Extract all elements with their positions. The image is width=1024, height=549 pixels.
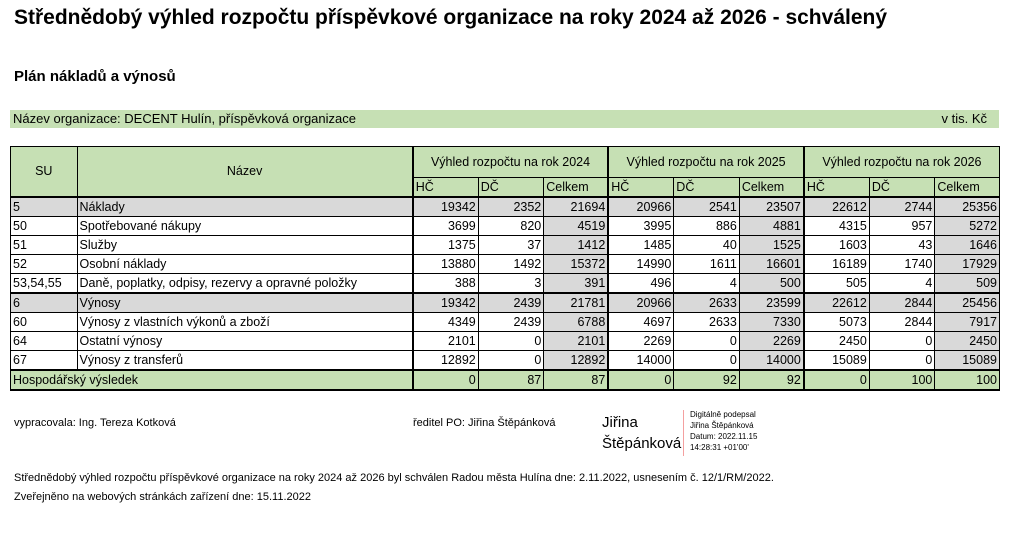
cell-value: 13880 <box>413 255 479 274</box>
cell-value: 21781 <box>544 293 609 313</box>
director: ředitel PO: Jiřina Štěpánková <box>413 417 556 429</box>
digital-signature-details <box>690 409 757 453</box>
header-year-2024: Výhled rozpočtu na rok 2024 <box>413 147 609 178</box>
cell-value: 2439 <box>478 313 544 332</box>
cell-value: 2744 <box>869 197 935 217</box>
organization-name: Název organizace: DECENT Hulín, příspěvková organizace <box>13 111 356 126</box>
digital-signature-name <box>602 412 681 454</box>
cell-value: 1611 <box>674 255 740 274</box>
cell-value: 16601 <box>739 255 804 274</box>
cell-su: 67 <box>11 351 78 371</box>
table-row <box>11 293 1000 313</box>
signature-meta-line: Digitálně podepsal <box>690 410 756 419</box>
cell-value: 0 <box>608 370 674 390</box>
cell-value: 1646 <box>935 236 1000 255</box>
header-hc: HČ <box>608 178 674 198</box>
cell-value: 15372 <box>544 255 609 274</box>
header-row-years <box>11 147 1000 178</box>
cell-value: 19342 <box>413 197 479 217</box>
cell-value: 3699 <box>413 217 479 236</box>
cell-value: 1375 <box>413 236 479 255</box>
cell-value: 4881 <box>739 217 804 236</box>
cell-name: Výnosy <box>77 293 413 313</box>
cell-value: 2633 <box>674 313 740 332</box>
cell-value: 16189 <box>804 255 870 274</box>
cell-value: 1412 <box>544 236 609 255</box>
cell-value: 1740 <box>869 255 935 274</box>
cell-su: 50 <box>11 217 78 236</box>
cell-value: 820 <box>478 217 544 236</box>
cell-name: Osobní náklady <box>77 255 413 274</box>
cell-name: Daně, poplatky, odpisy, rezervy a opravné položky <box>77 274 413 294</box>
cell-value: 5073 <box>804 313 870 332</box>
header-total: Celkem <box>739 178 804 198</box>
cell-value: 22612 <box>804 197 870 217</box>
cell-name: Výnosy z transferů <box>77 351 413 371</box>
cell-value: 2450 <box>935 332 1000 351</box>
cell-value: 25356 <box>935 197 1000 217</box>
organization-bar <box>10 110 999 128</box>
table-row <box>11 313 1000 332</box>
cell-value: 15089 <box>804 351 870 371</box>
cell-value: 20966 <box>608 197 674 217</box>
cell-value: 0 <box>804 370 870 390</box>
cell-value: 14000 <box>608 351 674 371</box>
publication-note: Zveřejněno na webových stránkách zařízení dne: 15.11.2022 <box>14 491 311 503</box>
signature-last-name: Štěpánková <box>602 435 682 452</box>
cell-value: 0 <box>478 332 544 351</box>
cell-value: 0 <box>869 332 935 351</box>
cell-name: Výnosy z vlastních výkonů a zboží <box>77 313 413 332</box>
cell-value: 2269 <box>739 332 804 351</box>
table-row <box>11 274 1000 294</box>
table-row <box>11 351 1000 371</box>
cell-value: 100 <box>935 370 1000 390</box>
cell-name: Ostatní výnosy <box>77 332 413 351</box>
cell-value: 2439 <box>478 293 544 313</box>
result-label: Hospodářský výsledek <box>11 370 413 390</box>
cell-su: 53,54,55 <box>11 274 78 294</box>
cell-value: 21694 <box>544 197 609 217</box>
page-title: Střednědobý výhled rozpočtu příspěvkové organizace na roky 2024 až 2026 - schválený <box>14 6 888 29</box>
signature-first-name: Jiřina <box>602 414 638 431</box>
cell-value: 2633 <box>674 293 740 313</box>
cell-value: 505 <box>804 274 870 294</box>
cell-value: 12892 <box>413 351 479 371</box>
table-row <box>11 332 1000 351</box>
cell-value: 15089 <box>935 351 1000 371</box>
cell-value: 43 <box>869 236 935 255</box>
cell-value: 17929 <box>935 255 1000 274</box>
cell-value: 0 <box>478 351 544 371</box>
cell-value: 1603 <box>804 236 870 255</box>
unit-label: v tis. Kč <box>941 111 987 126</box>
header-total: Celkem <box>544 178 609 198</box>
cell-value: 19342 <box>413 293 479 313</box>
cell-value: 2101 <box>544 332 609 351</box>
cell-value: 100 <box>869 370 935 390</box>
header-year-2026: Výhled rozpočtu na rok 2026 <box>804 147 1000 178</box>
cell-value: 1492 <box>478 255 544 274</box>
signature-divider <box>683 410 684 456</box>
cell-value: 4519 <box>544 217 609 236</box>
cell-value: 500 <box>739 274 804 294</box>
budget-table <box>10 146 1000 391</box>
cell-value: 87 <box>544 370 609 390</box>
cell-name: Služby <box>77 236 413 255</box>
cell-su: 60 <box>11 313 78 332</box>
signature-meta-line: Datum: 2022.11.15 <box>690 432 758 441</box>
cell-value: 3 <box>478 274 544 294</box>
cell-value: 87 <box>478 370 544 390</box>
cell-value: 3995 <box>608 217 674 236</box>
cell-value: 5272 <box>935 217 1000 236</box>
cell-value: 2844 <box>869 293 935 313</box>
header-hc: HČ <box>804 178 870 198</box>
cell-value: 1485 <box>608 236 674 255</box>
cell-value: 25456 <box>935 293 1000 313</box>
table-row <box>11 217 1000 236</box>
cell-value: 0 <box>869 351 935 371</box>
cell-value: 14000 <box>739 351 804 371</box>
prepared-by: vypracovala: Ing. Tereza Kotková <box>14 417 176 429</box>
section-subtitle: Plán nákladů a výnosů <box>14 68 176 85</box>
cell-value: 2101 <box>413 332 479 351</box>
cell-value: 0 <box>413 370 479 390</box>
cell-value: 886 <box>674 217 740 236</box>
cell-value: 388 <box>413 274 479 294</box>
header-dc: DČ <box>674 178 740 198</box>
cell-value: 0 <box>674 351 740 371</box>
header-dc: DČ <box>478 178 544 198</box>
cell-su: 6 <box>11 293 78 313</box>
cell-value: 509 <box>935 274 1000 294</box>
header-year-2025: Výhled rozpočtu na rok 2025 <box>608 147 804 178</box>
cell-name: Náklady <box>77 197 413 217</box>
cell-value: 12892 <box>544 351 609 371</box>
cell-value: 7330 <box>739 313 804 332</box>
cell-value: 22612 <box>804 293 870 313</box>
cell-value: 2541 <box>674 197 740 217</box>
cell-su: 52 <box>11 255 78 274</box>
cell-value: 0 <box>674 332 740 351</box>
approval-note: Střednědobý výhled rozpočtu příspěvkové organizace na roky 2024 až 2026 byl schválen Radou města Hulína dne: 2.11.2022, usnesením č. 12/1/RM/2022. <box>14 472 774 484</box>
signature-meta-line: 14:28:31 +01'00' <box>690 443 749 452</box>
cell-value: 4 <box>674 274 740 294</box>
result-row <box>11 370 1000 390</box>
cell-value: 1525 <box>739 236 804 255</box>
cell-value: 92 <box>739 370 804 390</box>
cell-value: 23507 <box>739 197 804 217</box>
cell-su: 64 <box>11 332 78 351</box>
cell-value: 391 <box>544 274 609 294</box>
cell-value: 957 <box>869 217 935 236</box>
cell-value: 6788 <box>544 313 609 332</box>
cell-value: 14990 <box>608 255 674 274</box>
table-row <box>11 255 1000 274</box>
table-row <box>11 236 1000 255</box>
header-dc: DČ <box>869 178 935 198</box>
header-hc: HČ <box>413 178 479 198</box>
cell-value: 496 <box>608 274 674 294</box>
cell-value: 40 <box>674 236 740 255</box>
cell-value: 4697 <box>608 313 674 332</box>
cell-name: Spotřebované nákupy <box>77 217 413 236</box>
header-su: SU <box>11 147 78 198</box>
cell-value: 2352 <box>478 197 544 217</box>
cell-su: 5 <box>11 197 78 217</box>
cell-value: 23599 <box>739 293 804 313</box>
header-total: Celkem <box>935 178 1000 198</box>
signature-meta-line: Jiřina Štěpánková <box>690 421 754 430</box>
cell-value: 4315 <box>804 217 870 236</box>
table-row <box>11 197 1000 217</box>
cell-value: 7917 <box>935 313 1000 332</box>
cell-value: 20966 <box>608 293 674 313</box>
cell-value: 4 <box>869 274 935 294</box>
header-name: Název <box>77 147 413 198</box>
cell-value: 92 <box>674 370 740 390</box>
cell-su: 51 <box>11 236 78 255</box>
cell-value: 2269 <box>608 332 674 351</box>
cell-value: 2844 <box>869 313 935 332</box>
cell-value: 4349 <box>413 313 479 332</box>
cell-value: 37 <box>478 236 544 255</box>
cell-value: 2450 <box>804 332 870 351</box>
